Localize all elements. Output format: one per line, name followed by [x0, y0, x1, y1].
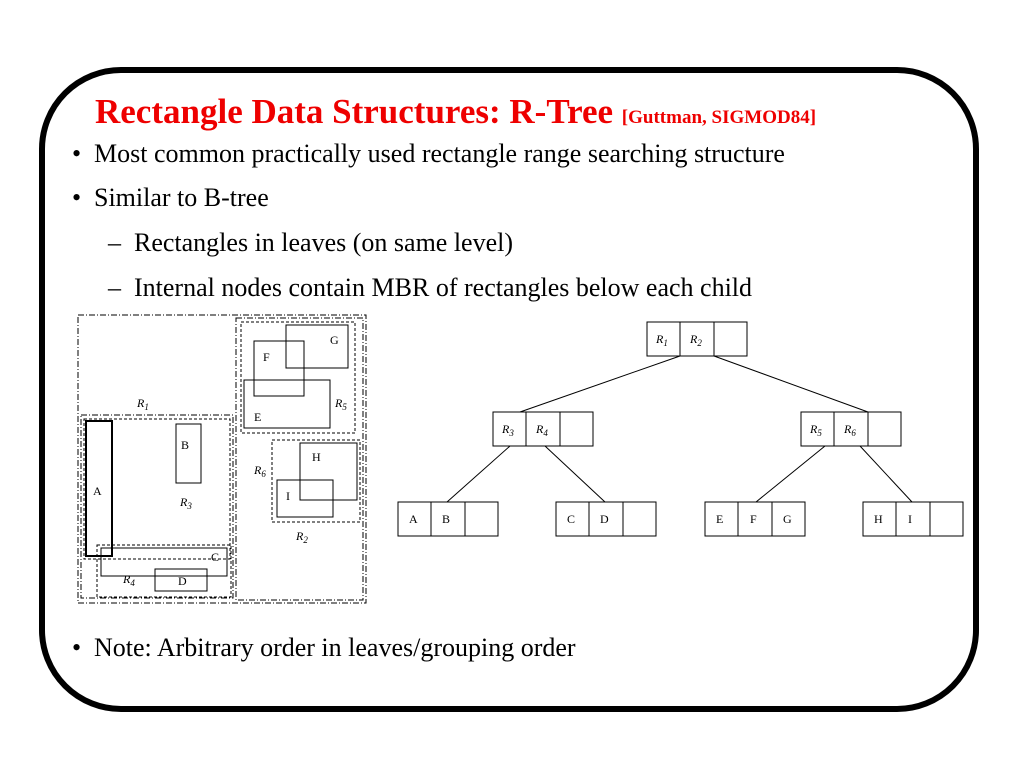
- bullet-text: Most common practically used rectangle range searching structure: [94, 139, 785, 168]
- tree-edge: [447, 446, 510, 502]
- tree-key-r5: $R_5$: [810, 422, 822, 438]
- bullet-text: Rectangles in leaves (on same level): [134, 228, 514, 257]
- title-main: Rectangle Data Structures: R-Tree: [95, 92, 614, 131]
- tree-leaf-c: C: [567, 512, 576, 526]
- bullet-text: Similar to B-tree: [94, 183, 269, 212]
- region-label-r1: $R_1$: [137, 396, 149, 412]
- region-label-r6: $R_6$: [254, 463, 266, 479]
- tree-edge: [756, 446, 825, 502]
- rect-label-h: H: [312, 450, 321, 464]
- tree-key-r4: $R_4$: [536, 422, 548, 438]
- tree-leaf-g: G: [783, 512, 792, 526]
- tree-edge: [520, 356, 680, 412]
- bullet-text: Internal nodes contain MBR of rectangles below each child: [134, 273, 753, 302]
- title-citation: [Guttman, SIGMOD84]: [621, 107, 817, 128]
- dash-marker: –: [108, 273, 121, 302]
- tree-leaf-e: E: [716, 512, 724, 526]
- bullet-text: Note: Arbitrary order in leaves/grouping order: [94, 633, 576, 662]
- rect-label-c: C: [211, 550, 220, 564]
- tree-leaf-f: F: [750, 512, 757, 526]
- tree-leaf-h: H: [874, 512, 883, 526]
- rect-label-f: F: [263, 350, 270, 364]
- tree-leaf-b: B: [442, 512, 451, 526]
- rect-label-a: A: [93, 484, 102, 498]
- region-label-r3: $R_3$: [180, 495, 192, 511]
- rect-label-d: D: [178, 574, 187, 588]
- tree-edge: [545, 446, 605, 502]
- tree-key-r1: $R_1$: [656, 332, 668, 348]
- dash-marker: –: [108, 228, 121, 257]
- tree-leaf-a: A: [409, 512, 418, 526]
- tree-key-r2: $R_2$: [690, 332, 702, 348]
- bullet-marker: •: [72, 139, 82, 168]
- tree-leaf-i: I: [908, 512, 912, 526]
- rect-label-g: G: [330, 333, 339, 347]
- bullet-marker: •: [72, 183, 82, 212]
- bullet-marker: •: [72, 633, 82, 662]
- tree-edge: [860, 446, 912, 502]
- tree-edge: [714, 356, 868, 412]
- tree-leaf-d: D: [600, 512, 609, 526]
- region-label-r2: $R_2$: [296, 529, 308, 545]
- region-label-r4: $R_4$: [123, 572, 135, 588]
- tree-key-r3: $R_3$: [502, 422, 514, 438]
- rect-label-e: E: [254, 410, 262, 424]
- region-label-r5: $R_5$: [335, 396, 347, 412]
- rect-label-i: I: [286, 489, 290, 503]
- rect-label-b: B: [181, 438, 190, 452]
- tree-key-r6: $R_6$: [844, 422, 856, 438]
